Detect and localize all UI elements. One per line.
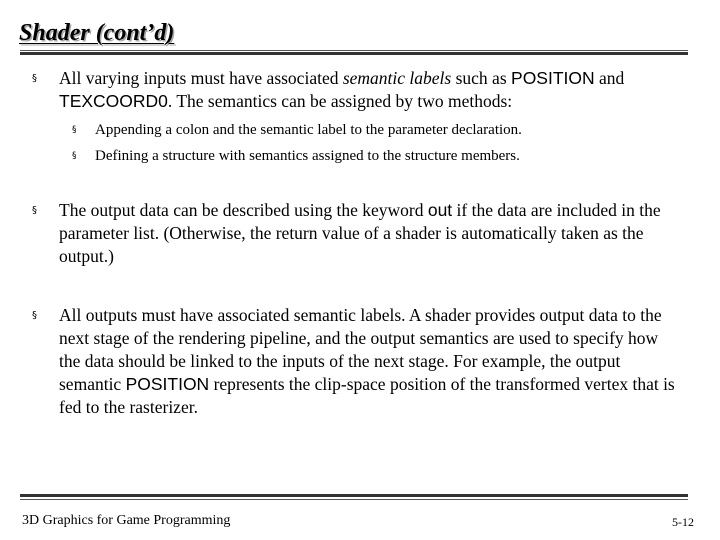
keyword-text: POSITION: [511, 68, 595, 88]
sub-item-structure-method: [72, 146, 685, 166]
bullet-text: All outputs must have associated semantic labels. A shader provides output data to the next stage of the rendering pipeline, and the output semantics are used to specify how the data should be linked to the inputs of the next stage. For example, the output semantic: [59, 305, 662, 394]
bullet-item-varying-inputs: [32, 67, 679, 113]
footer-divider-thick: [20, 494, 688, 497]
footer-course-title: 3D Graphics for Game Programming: [22, 513, 231, 528]
slide-title: Shader (cont’d): [19, 20, 175, 46]
bullet-item-output-semantics: [32, 304, 679, 419]
footer-page-number: 5-12: [672, 515, 694, 529]
bullet-icon: §: [32, 73, 37, 84]
footer-divider-thin: [20, 499, 688, 500]
bullet-text: such as: [451, 68, 512, 88]
bullet-text: The output data can be described using the keyword: [59, 200, 428, 220]
keyword-text: POSITION: [125, 374, 210, 394]
bullet-text: . The semantics can be assigned by two methods:: [167, 91, 513, 111]
bullet-text: represents the clip-space position of the transformed vertex that is fed to the rasterizer.: [59, 374, 675, 417]
keyword-text: TEXCOORD0: [59, 91, 168, 111]
sub-bullet-icon: §: [72, 125, 77, 135]
bullet-text: and: [594, 68, 625, 88]
bullet-icon: §: [32, 310, 37, 321]
sub-item-text: Defining a structure with semantics assigned to the structure members.: [95, 148, 520, 164]
bullet-icon: §: [32, 205, 37, 216]
sub-bullet-icon: §: [72, 151, 77, 161]
emphasis-text: semantic labels: [342, 68, 452, 88]
keyword-text: out: [427, 200, 453, 220]
bullet-text: All varying inputs must have associated: [59, 68, 343, 88]
sub-item-colon-method: [72, 120, 685, 140]
bullet-text: if the data are included in the parameter list. (Otherwise, the return value of a shader is automatically taken as the output.): [59, 200, 661, 266]
sub-item-text: Appending a colon and the semantic label to the parameter declaration.: [95, 122, 522, 138]
bullet-item-output-data: [32, 199, 679, 268]
